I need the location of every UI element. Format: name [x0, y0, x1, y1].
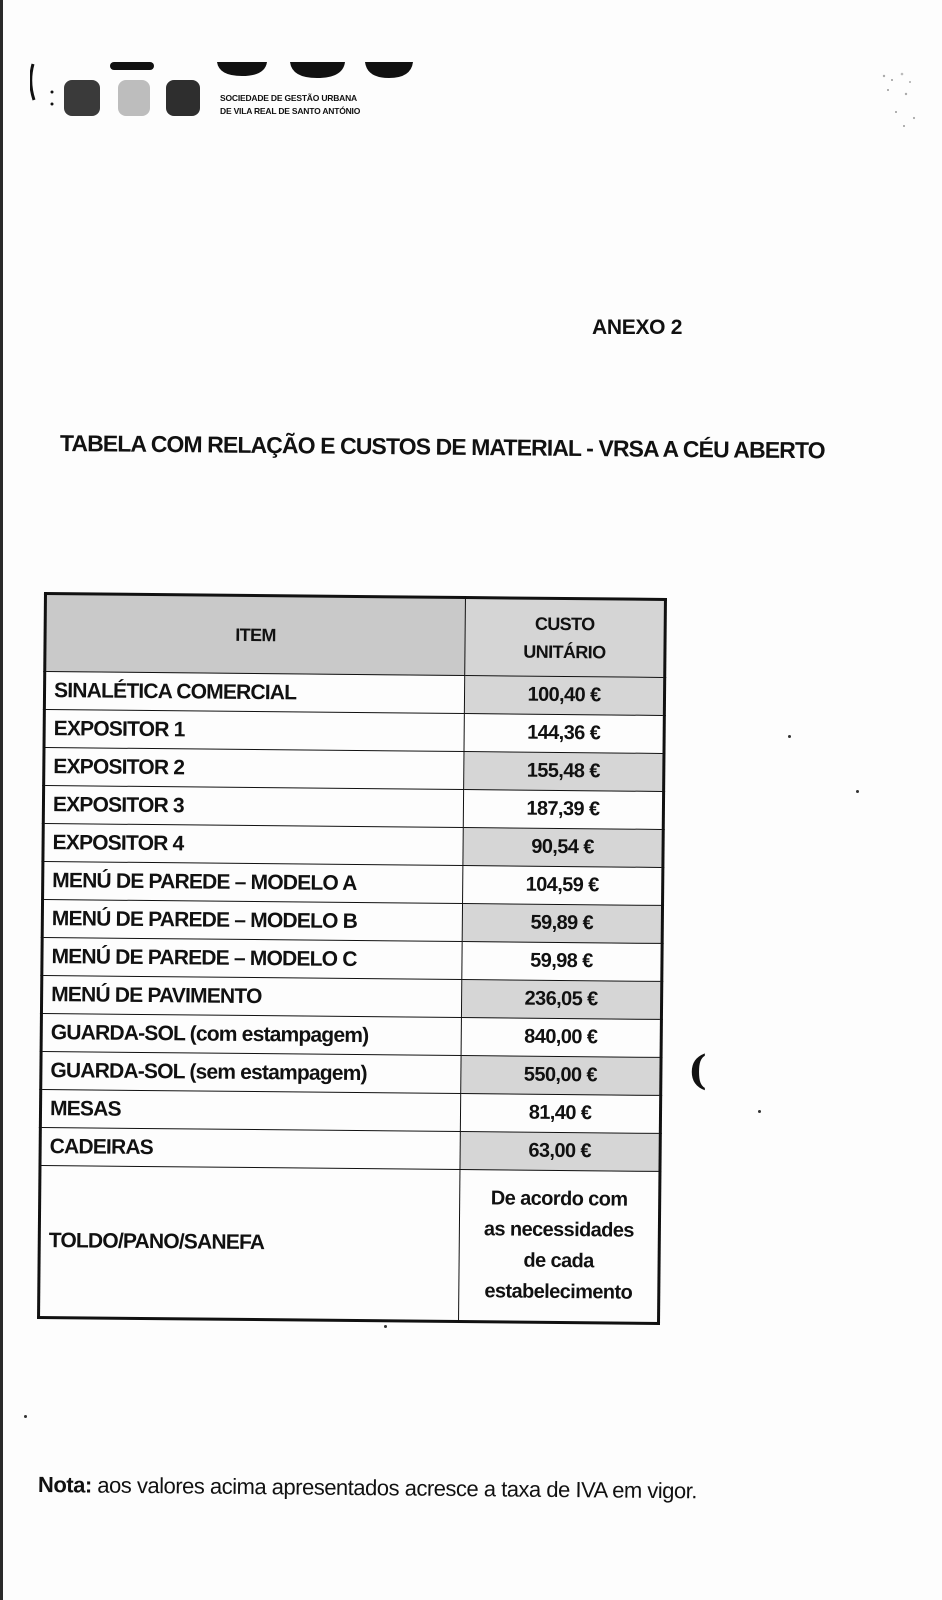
table-row: [41, 1013, 661, 1057]
unit-cost: 59,89 €: [462, 904, 662, 944]
item-name: MESAS: [40, 1089, 460, 1131]
item-name: GUARDA-SOL (com estampagem): [41, 1013, 461, 1055]
document-title: TABELA COM RELAÇÃO E CUSTOS DE MATERIAL - VRSA A CÉU ABERTO: [59, 430, 825, 464]
table-row: [41, 975, 661, 1019]
unit-cost: [459, 1170, 660, 1324]
table-header-row: [45, 594, 666, 678]
unit-cost: 840,00 €: [461, 1018, 661, 1058]
organization-name-line-2: DE VILA REAL DE SANTO ANTÓNIO: [220, 106, 361, 116]
unit-cost-header-line-1: CUSTO: [534, 613, 595, 635]
unit-cost-header-line-2: UNITÁRIO: [523, 641, 606, 663]
table-row: [44, 748, 664, 792]
unit-cost-column-header: [465, 598, 666, 678]
item-name: MENÚ DE PAREDE – MODELO B: [42, 900, 462, 942]
unit-cost: 81,40 €: [460, 1094, 660, 1134]
table-row: [40, 1127, 660, 1171]
unit-cost: 100,40 €: [464, 676, 664, 716]
item-name: MENÚ DE PAVIMENTO: [41, 975, 461, 1017]
unit-cost: 104,59 €: [463, 866, 663, 906]
material-cost-table: [37, 592, 667, 1325]
scan-dot: [24, 1415, 27, 1418]
footnote-text: aos valores acima apresentados acresce a taxa de IVA em vigor.: [91, 1472, 698, 1504]
footnote: [38, 1472, 697, 1504]
table-row: [43, 862, 663, 906]
item-column-header: ITEM: [45, 594, 466, 676]
scan-left-edge: [0, 0, 3, 1600]
table-row: [39, 1165, 660, 1323]
scan-dot: [758, 1110, 761, 1113]
item-name: EXPOSITOR 1: [44, 710, 464, 752]
scan-speckle-icon: [878, 68, 926, 138]
sgu-logo-icon: [30, 62, 215, 124]
item-name: EXPOSITOR 4: [43, 824, 463, 866]
logo-letter-shapes-icon: [215, 62, 445, 80]
table-row: [44, 672, 664, 716]
item-name: GUARDA-SOL (sem estampagem): [41, 1051, 461, 1093]
table-row: [43, 824, 663, 868]
unit-cost: 59,98 €: [462, 942, 662, 982]
scan-dot: [788, 735, 791, 738]
scan-dot: [384, 1325, 387, 1328]
item-name: EXPOSITOR 3: [43, 786, 463, 828]
item-name: TOLDO/PANO/SANEFA: [39, 1165, 460, 1321]
table-row: [44, 710, 664, 754]
table-row: [40, 1089, 660, 1133]
unit-cost: 187,39 €: [463, 790, 663, 830]
unit-cost-line: estabelecimento: [484, 1280, 633, 1304]
unit-cost: 550,00 €: [461, 1056, 661, 1096]
table-row: [42, 937, 662, 981]
organization-name-line-1: SOCIEDADE DE GESTÃO URBANA: [220, 93, 357, 103]
table-row: [42, 900, 662, 944]
unit-cost-line: De acordo com: [490, 1187, 628, 1211]
organization-name: [220, 92, 360, 118]
unit-cost-line: de cada: [523, 1249, 594, 1273]
scan-dot: [856, 790, 859, 793]
unit-cost: 155,48 €: [464, 752, 664, 792]
unit-cost: 236,05 €: [461, 980, 661, 1020]
item-name: MENÚ DE PAREDE – MODELO A: [43, 862, 463, 904]
unit-cost: 144,36 €: [464, 714, 664, 754]
annex-label: ANEXO 2: [592, 316, 683, 339]
table-row: [41, 1051, 661, 1095]
item-name: CADEIRAS: [40, 1127, 460, 1169]
unit-cost-line: as necessidades: [483, 1218, 635, 1242]
unit-cost: 90,54 €: [463, 828, 663, 868]
table-row: [43, 786, 663, 830]
letterhead: [30, 62, 430, 132]
margin-mark: (: [688, 1047, 707, 1094]
item-name: EXPOSITOR 2: [44, 748, 464, 790]
item-name: SINALÉTICA COMERCIAL: [44, 672, 464, 714]
item-name: MENÚ DE PAREDE – MODELO C: [42, 937, 462, 979]
footnote-label: Nota:: [37, 1472, 92, 1498]
unit-cost: 63,00 €: [460, 1132, 660, 1172]
